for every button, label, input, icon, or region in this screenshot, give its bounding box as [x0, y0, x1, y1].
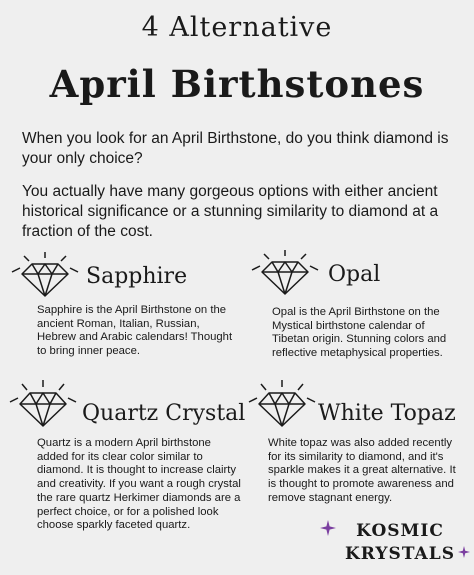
diamond-icon	[247, 378, 317, 428]
sparkle-icon	[320, 520, 336, 536]
gem-description-white-topaz: White topaz was also added recently for its similarity to diamond, and it's sparkle makes it a great alternative. It is thought to promote awareness and remove stagnant energy.	[268, 437, 456, 504]
diamond-icon	[10, 250, 80, 298]
gem-description-opal: Opal is the April Birthstone on the Mystical birthstone calendar of Tibetan origin. Stunning colors and reflective metaphysical properties.	[272, 306, 447, 360]
gem-name-quartz-crystal: Quartz Crystal	[82, 401, 246, 426]
intro-paragraph-1: When you look for an April Birthstone, do you think diamond is your only choice?	[22, 130, 449, 167]
title-line-1: 4 Alternative	[141, 12, 333, 43]
brand-logo-line-1: KOSMIC	[356, 521, 444, 541]
gem-description-sapphire: Sapphire is the April Birthstone on the ancient Roman, Italian, Russian, Hebrew and Arabic calendars! Thought to bring inner peace.	[37, 304, 233, 358]
gem-name-opal: Opal	[328, 262, 381, 287]
brand-logo-line-2: KRYSTALS	[345, 544, 455, 564]
gem-description-quartz-crystal: Quartz is a modern April birthstone added for its clear color similar to diamond. It is thought to increase clairty and creativity. If you want a rough crystal the rare quartz Herkimer diamonds are a perfect choice, or for a polished look choose sparkly faceted quartz.	[37, 437, 241, 532]
diamond-icon	[8, 378, 78, 428]
gem-name-white-topaz: White Topaz	[318, 401, 456, 426]
intro-paragraph-2: You actually have many gorgeous options with either ancient historical significance or a stunning similarity to diamond at a fraction of the cost.	[22, 183, 439, 240]
title-line-2: April Birthstones	[49, 62, 425, 106]
gem-name-sapphire: Sapphire	[86, 264, 188, 289]
diamond-icon	[250, 248, 320, 296]
